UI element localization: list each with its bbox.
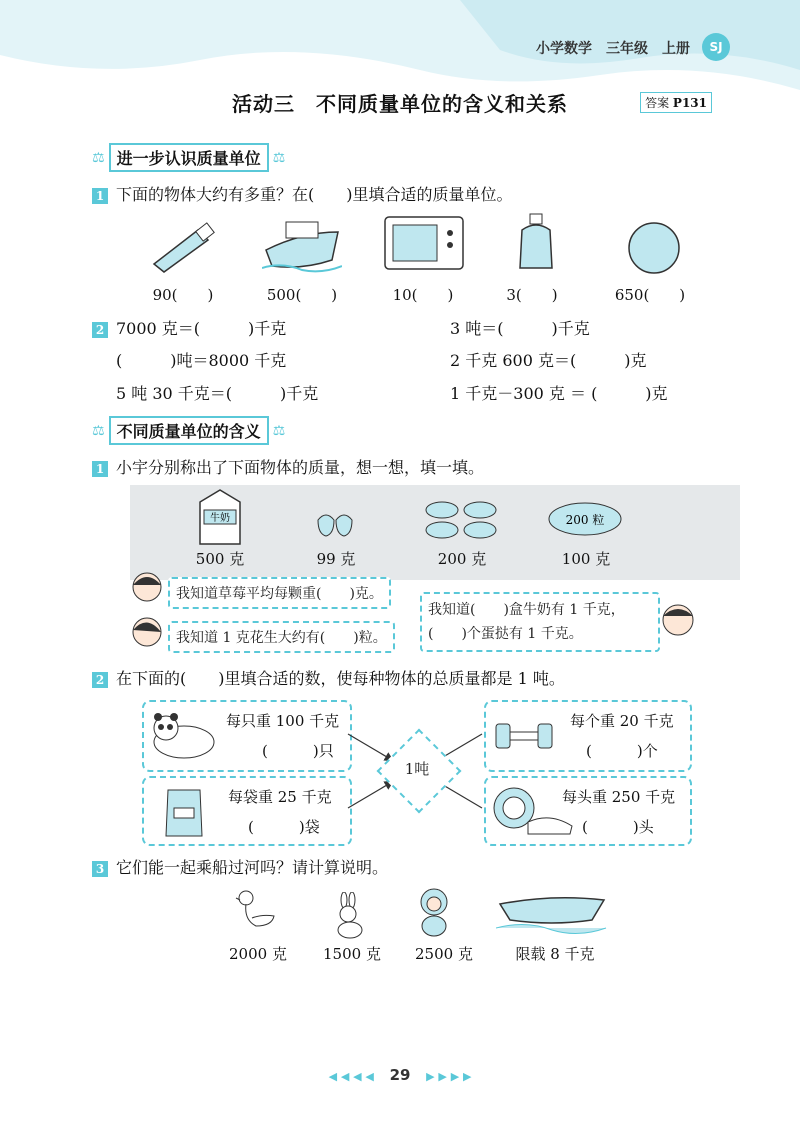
milk-carton-icon — [192, 488, 248, 546]
question-2: 2 7000 克＝( )千克 — [92, 316, 286, 339]
scale-icon: ⚖ — [272, 149, 286, 166]
publisher-badge: SJ — [702, 33, 730, 61]
goose-icon — [232, 888, 280, 940]
plate-icon — [626, 220, 682, 276]
ship-icon — [262, 212, 342, 274]
left-arrows-icon: ◀ ◀ ◀ ◀ — [328, 1070, 374, 1083]
conversion-item: 2 千克 600 克＝( )克 — [450, 351, 647, 370]
microwave-icon — [383, 215, 465, 271]
conversion-item: 5 吨 30 千克＝( )千克 — [116, 384, 319, 403]
weight-label: 500 克 — [195, 550, 245, 568]
egg-tarts-icon — [420, 498, 504, 542]
center-label: 1吨 — [404, 760, 430, 778]
item-weight-label: 10( ) — [392, 286, 454, 304]
monkey-icon — [412, 886, 464, 938]
conversion-item: 1 千克－300 克 ＝ ( )克 — [450, 384, 668, 403]
panda-icon — [150, 708, 216, 762]
peanuts-count-label: 200 粒 — [565, 513, 605, 527]
detergent-bottle-icon — [516, 212, 556, 272]
page-number: ◀ ◀ ◀ ◀ 29 ▶ ▶ ▶ ▶ — [328, 1066, 472, 1084]
capacity-label: 限载 8 千克 — [515, 945, 595, 963]
section-heading-2: ⚖ 不同质量单位的含义 ⚖ — [92, 416, 285, 445]
right-arrows-icon: ▶ ▶ ▶ ▶ — [426, 1070, 472, 1083]
peanuts-pile-icon — [546, 497, 624, 537]
question-2: 2 在下面的( )里填合适的数，使每种物体的总质量都是 1 吨。 — [92, 666, 565, 689]
dumbbell-icon — [494, 716, 554, 756]
question-1: 1 下面的物体大约有多重？在( )里填合适的质量单位。 — [92, 182, 513, 205]
bag-box: 每袋重 25 千克 ( )袋 — [142, 776, 352, 846]
toothpaste-icon — [148, 222, 218, 274]
girl-avatar — [128, 569, 166, 609]
weight-label: 200 克 — [437, 550, 487, 568]
speech-bubble: 我知道( )盒牛奶有 1 千克， ( )个蛋挞有 1 千克。 — [420, 592, 660, 652]
subject-label: 小学数学 三年级 上册 — [536, 41, 690, 57]
question-1: 1 小宇分别称出了下面物体的质量，想一想，填一填。 — [92, 455, 484, 478]
section-heading-1: ⚖ 进一步认识质量单位 ⚖ — [92, 143, 285, 172]
question-3: 3 它们能一起乘船过河吗？请计算说明。 — [92, 855, 388, 878]
item-weight-label: 500( ) — [266, 286, 338, 304]
speech-bubble: 我知道草莓平均每颗重( )克。 — [168, 577, 391, 609]
lion-box: 每头重 250 千克 ( )头 — [484, 776, 692, 846]
scale-icon: ⚖ — [92, 149, 105, 166]
rabbit-icon — [330, 892, 370, 940]
sack-icon — [162, 784, 206, 840]
conversion-item: 3 吨＝( )千克 — [450, 319, 590, 338]
girl-avatar — [128, 614, 166, 654]
scale-icon: ⚖ — [92, 422, 105, 439]
weight-label: 2500 克 — [415, 945, 473, 963]
boy-avatar — [658, 600, 698, 642]
weight-label: 99 克 — [316, 550, 356, 568]
scale-icon: ⚖ — [272, 422, 286, 439]
page-title: 活动三 不同质量单位的含义和关系 — [232, 92, 568, 116]
panda-box: 每只重 100 千克 ( )只 — [142, 700, 352, 772]
weight-label: 2000 克 — [229, 945, 287, 963]
item-weight-label: 3( ) — [506, 286, 558, 304]
weight-label: 100 克 — [561, 550, 611, 568]
milk-carton-label: 牛奶 — [210, 513, 230, 524]
strawberries-icon — [314, 508, 358, 538]
conversion-item: ( )吨＝8000 千克 — [116, 351, 287, 370]
dumbbell-box: 每个重 20 千克 ( )个 — [484, 700, 692, 772]
boat-icon — [496, 890, 608, 940]
weight-label: 1500 克 — [323, 945, 381, 963]
answer-reference: 答案 P131 — [640, 92, 712, 113]
speech-bubble: 我知道 1 克花生大约有( )粒。 — [168, 621, 395, 653]
item-weight-label: 90( ) — [152, 286, 214, 304]
item-weight-label: 650( ) — [614, 286, 686, 304]
